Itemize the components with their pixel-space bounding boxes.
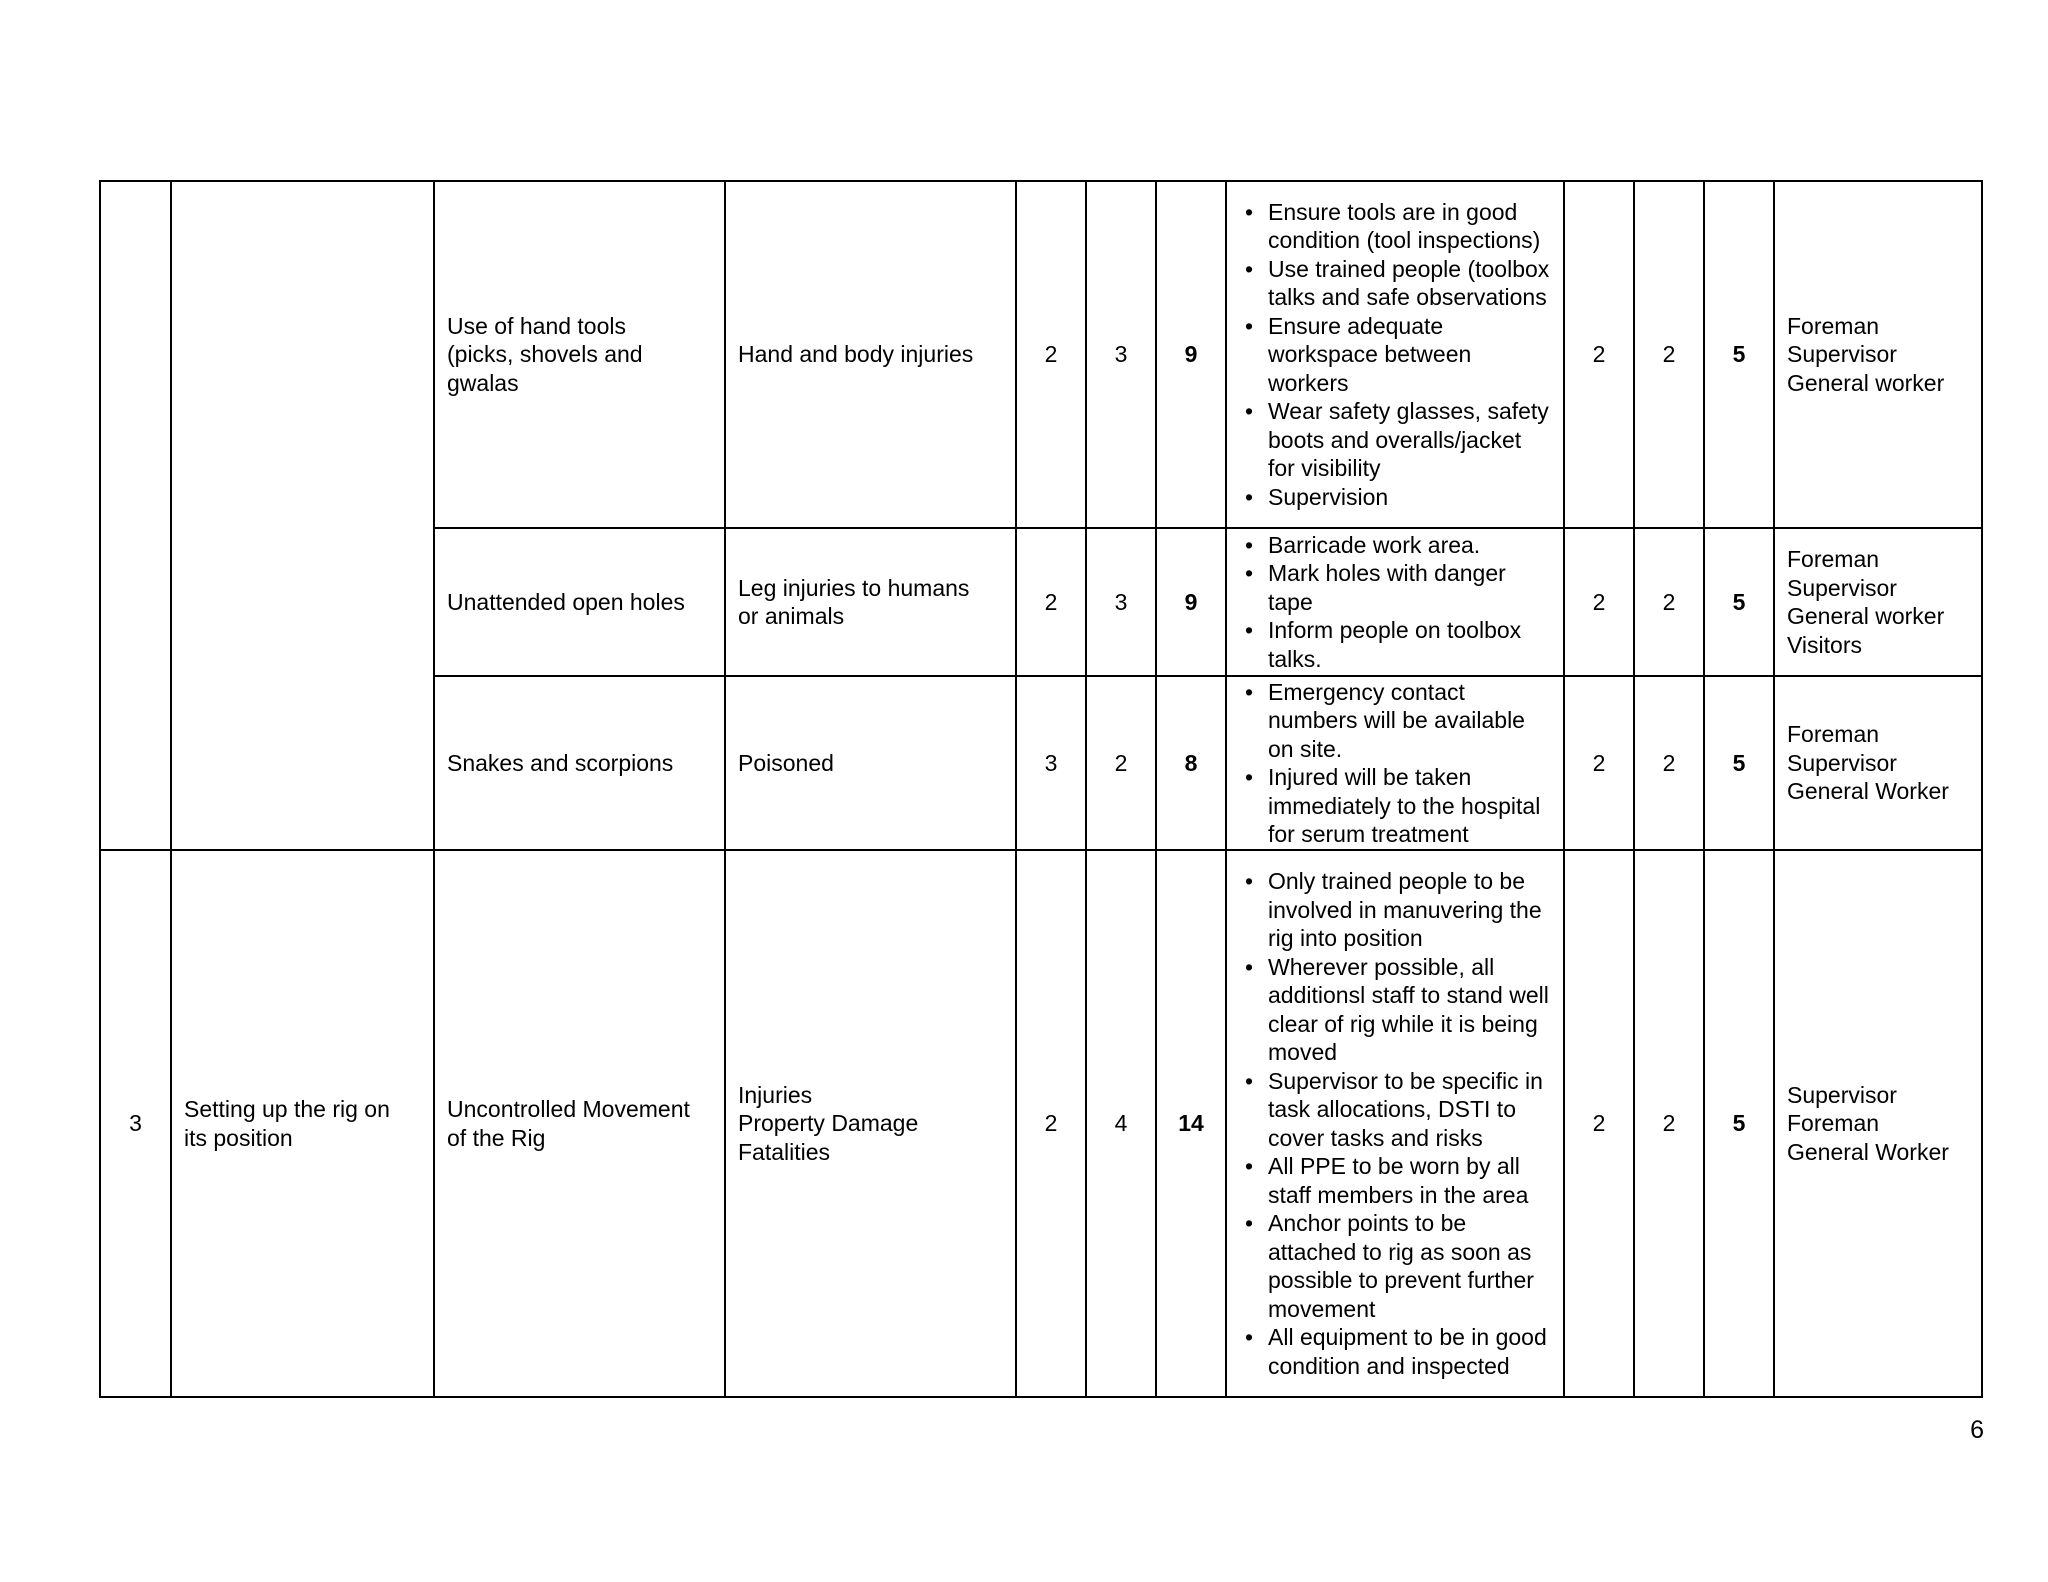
control-item: • Inform people on toolbox talks. bbox=[1239, 616, 1551, 673]
control-item: • All equipment to be in good condition and inspected bbox=[1239, 1323, 1551, 1380]
hazard-cell: Use of hand tools (picks, shovels and gwalas bbox=[434, 181, 725, 528]
hazard-cell: Unattended open holes bbox=[434, 528, 725, 676]
risk-assessment-table bbox=[99, 180, 1983, 1398]
risk-rating-cell: 9 bbox=[1156, 528, 1226, 676]
risk-cell: Injuries Property Damage Fatalities bbox=[725, 850, 1016, 1397]
residual-rating-cell: 5 bbox=[1704, 676, 1774, 850]
controls-list bbox=[1239, 531, 1551, 674]
control-item: • Ensure tools are in good condition (tool inspections) bbox=[1239, 198, 1551, 255]
residual-likelihood-cell: 2 bbox=[1564, 676, 1634, 850]
residual-likelihood-cell: 2 bbox=[1564, 850, 1634, 1397]
residual-likelihood-cell: 2 bbox=[1564, 181, 1634, 528]
likelihood-cell: 2 bbox=[1016, 528, 1086, 676]
risk-rating-cell: 9 bbox=[1156, 181, 1226, 528]
residual-rating-cell: 5 bbox=[1704, 181, 1774, 528]
hazard-cell: Snakes and scorpions bbox=[434, 676, 725, 850]
controls-list bbox=[1239, 678, 1551, 849]
controls-cell bbox=[1226, 181, 1564, 528]
consequence-cell: 3 bbox=[1086, 181, 1156, 528]
control-item: • Injured will be taken immediately to the hospital for serum treatment bbox=[1239, 763, 1551, 849]
controls-cell bbox=[1226, 850, 1564, 1397]
residual-consequence-cell: 2 bbox=[1634, 850, 1704, 1397]
residual-consequence-cell: 2 bbox=[1634, 181, 1704, 528]
risk-cell: Poisoned bbox=[725, 676, 1016, 850]
responsible-cell: Foreman Supervisor General worker Visitors bbox=[1774, 528, 1982, 676]
control-item: • Barricade work area. bbox=[1239, 531, 1551, 560]
control-item: • Ensure adequate workspace between workers bbox=[1239, 312, 1551, 398]
control-item: • Emergency contact numbers will be available on site. bbox=[1239, 678, 1551, 764]
consequence-cell: 3 bbox=[1086, 528, 1156, 676]
table-row bbox=[100, 850, 1982, 1397]
control-item: • Anchor points to be attached to rig as soon as possible to prevent further movement bbox=[1239, 1209, 1551, 1323]
controls-cell bbox=[1226, 676, 1564, 850]
page-number: 6 bbox=[1970, 1416, 1984, 1444]
control-item: • Wear safety glasses, safety boots and overalls/jacket for visibility bbox=[1239, 397, 1551, 483]
hazard-cell: Uncontrolled Movement of the Rig bbox=[434, 850, 725, 1397]
residual-consequence-cell: 2 bbox=[1634, 676, 1704, 850]
residual-rating-cell: 5 bbox=[1704, 850, 1774, 1397]
likelihood-cell: 3 bbox=[1016, 676, 1086, 850]
control-item: • Supervision bbox=[1239, 483, 1551, 512]
responsible-cell: Foreman Supervisor General Worker bbox=[1774, 676, 1982, 850]
responsible-cell: Foreman Supervisor General worker bbox=[1774, 181, 1982, 528]
consequence-cell: 4 bbox=[1086, 850, 1156, 1397]
activity-cell: Setting up the rig on its position bbox=[171, 850, 434, 1397]
responsible-cell: Supervisor Foreman General Worker bbox=[1774, 850, 1982, 1397]
control-item: • Wherever possible, all additionsl staff to stand well clear of rig while it is being moved bbox=[1239, 953, 1551, 1067]
item-number-cell: 3 bbox=[100, 850, 171, 1397]
residual-rating-cell: 5 bbox=[1704, 528, 1774, 676]
consequence-cell: 2 bbox=[1086, 676, 1156, 850]
likelihood-cell: 2 bbox=[1016, 181, 1086, 528]
residual-likelihood-cell: 2 bbox=[1564, 528, 1634, 676]
controls-list bbox=[1239, 198, 1551, 512]
control-item: • Use trained people (toolbox talks and safe observations bbox=[1239, 255, 1551, 312]
table-row bbox=[100, 181, 1982, 528]
item-number-cell bbox=[100, 181, 171, 850]
risk-rating-cell: 14 bbox=[1156, 850, 1226, 1397]
control-item: • Mark holes with danger tape bbox=[1239, 559, 1551, 616]
risk-cell: Hand and body injuries bbox=[725, 181, 1016, 528]
controls-list bbox=[1239, 867, 1551, 1380]
control-item: • Supervisor to be specific in task allocations, DSTI to cover tasks and risks bbox=[1239, 1067, 1551, 1153]
risk-rating-cell: 8 bbox=[1156, 676, 1226, 850]
activity-cell bbox=[171, 181, 434, 850]
residual-consequence-cell: 2 bbox=[1634, 528, 1704, 676]
controls-cell bbox=[1226, 528, 1564, 676]
risk-cell: Leg injuries to humans or animals bbox=[725, 528, 1016, 676]
likelihood-cell: 2 bbox=[1016, 850, 1086, 1397]
control-item: • All PPE to be worn by all staff members in the area bbox=[1239, 1152, 1551, 1209]
control-item: • Only trained people to be involved in manuvering the rig into position bbox=[1239, 867, 1551, 953]
